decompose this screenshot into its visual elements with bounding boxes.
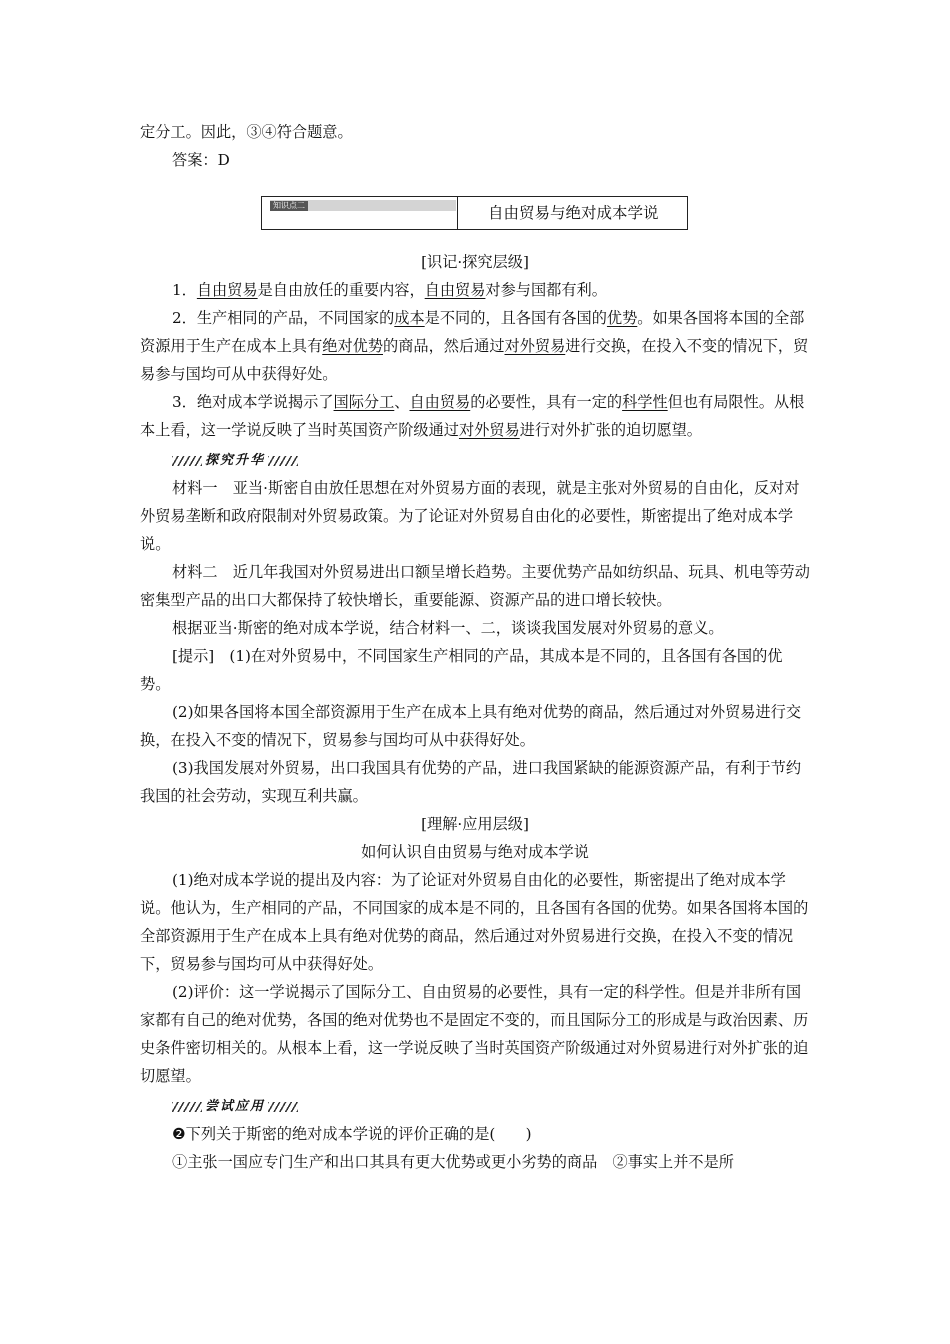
answer-line: 答案：D [172, 151, 230, 169]
hint-3: (3)我国发展对外贸易，出口我国具有优势的产品，进口我国紧缺的能源资源产品，有利于节约我国的社会劳动，实现互利共赢。 [140, 759, 802, 805]
discussion-question: 根据亚当·斯密的绝对成本学说，结合材料一、二，谈谈我国发展对外贸易的意义。 [172, 619, 724, 637]
blank-answer: 绝对优势 [322, 337, 383, 355]
hatch-decoration-icon [172, 456, 202, 466]
blank-answer: 自由贸易 [196, 281, 258, 299]
blank-answer: 对外贸易 [504, 337, 566, 355]
continuation-line: 定分工。因此，③④符合题意。 [140, 123, 353, 141]
exercise-options: ①主张一国应专门生产和出口其具有更大优势或更小劣势的商品 ②事实上并不是所 [172, 1153, 734, 1171]
exercise-stem: ❷下列关于斯密的绝对成本学说的评价正确的是( ) [172, 1125, 532, 1143]
blank-answer: 自由贸易 [409, 393, 471, 411]
understanding-2: (2)评价：这一学说揭示了国际分工、自由贸易的必要性，具有一定的科学性。但是并非所有国家都有自己的绝对优势，各国的绝对优势也不是固定不变的，而且国际分工的形成是与政治因素、历史条件密切相关的。从根本上看，这一学说反映了当时英国资产阶级通过对外贸易进行对外扩张的迫切愿望。 [140, 983, 809, 1085]
section-heading-explore: 探究升华 [172, 450, 810, 472]
blank-answer: 优势 [606, 309, 638, 327]
blank-answer: 对外贸易 [458, 421, 520, 439]
understanding-1: (1)绝对成本学说的提出及内容：为了论证对外贸易自由化的必要性，斯密提出了绝对成本学说。他认为，生产相同的产品，不同国家的成本是不同的，且各国有各国的优势。如果各国将本国的全部资源用于生产在成本上具有绝对优势的商品，然后通过对外贸易进行交换，在投入不变的情况下，贸易参与国均可从中获得好处。 [140, 871, 809, 973]
hatch-decoration-icon [172, 1102, 202, 1112]
level-heading-apply: [理解·应用层级] [421, 815, 529, 833]
material-2: 材料二 近几年我国对外贸易进出口额呈增长趋势。主要优势产品如纺织品、玩具、机电等劳动密集型产品的出口大都保持了较快增长，重要能源、资源产品的进口增长较快。 [140, 563, 810, 609]
knowledge-point-badge-cell [262, 197, 458, 229]
hatch-decoration-icon [268, 456, 298, 466]
document-content [140, 118, 810, 1176]
point-1: 1．自由贸易是自由放任的重要内容，自由贸易对参与国都有利。 [172, 281, 607, 299]
blank-answer: 国际分工 [333, 393, 395, 411]
hint-2: (2)如果各国将本国全部资源用于生产在成本上具有绝对优势的商品，然后通过对外贸易进行交换，在投入不变的情况下，贸易参与国均可从中获得好处。 [140, 703, 802, 749]
knowledge-point-title: 自由贸易与绝对成本学说 [488, 204, 659, 222]
subtitle: 如何认识自由贸易与绝对成本学说 [361, 843, 589, 861]
blank-answer: 自由贸易 [424, 281, 486, 299]
blank-answer: 成本 [394, 309, 425, 327]
hint-1: [提示] (1)在对外贸易中，不同国家生产相同的产品，其成本是不同的，且各国有各国的优势。 [140, 647, 783, 693]
question-number-icon: ❷ [172, 1125, 186, 1143]
point-2: 2．生产相同的产品，不同国家的成本是不同的，且各国有各国的优势。如果各国将本国的全部资源用于生产在成本上具有绝对优势的商品，然后通过对外贸易进行交换，在投入不变的情况下，贸易参与国均可从中获得好处。 [140, 309, 809, 383]
point-3: 3．绝对成本学说揭示了国际分工、自由贸易的必要性，具有一定的科学性但也有局限性。从根本上看，这一学说反映了当时英国资产阶级通过对外贸易进行对外扩张的迫切愿望。 [140, 393, 805, 439]
blank-answer: 科学性 [622, 393, 668, 411]
knowledge-point-header [261, 196, 688, 230]
section-heading-practice: 尝试应用 [172, 1096, 810, 1118]
material-1: 材料一 亚当·斯密自由放任思想在对外贸易方面的表现，就是主张对外贸易的自由化，反对对外贸易垄断和政府限制对外贸易政策。为了论证对外贸易自由化的必要性，斯密提出了绝对成本学说。 [140, 479, 800, 553]
hatch-decoration-icon [268, 1102, 298, 1112]
level-heading-recall: [识记·探究层级] [421, 253, 529, 271]
knowledge-point-badge-label: 知识点二 [270, 201, 308, 211]
knowledge-point-badge [270, 200, 456, 211]
